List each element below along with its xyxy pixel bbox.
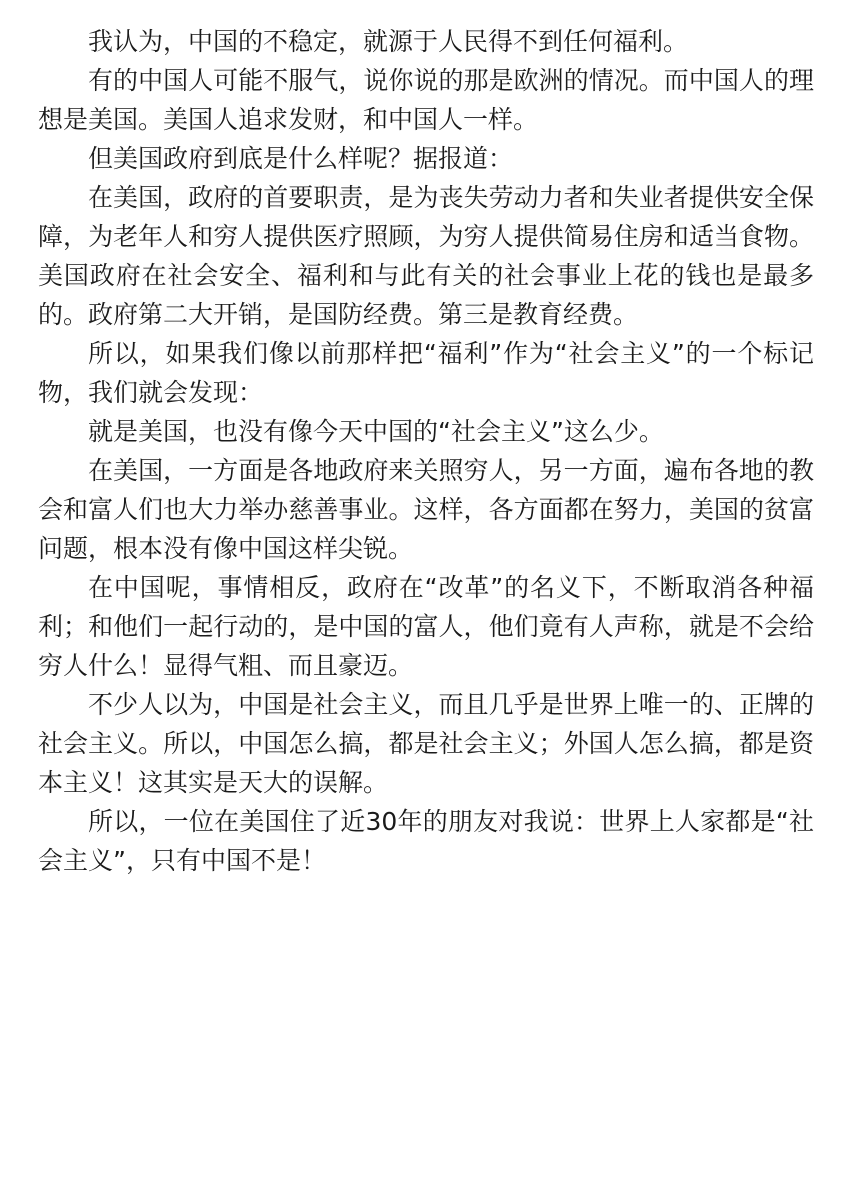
paragraph-7: 在美国，一方面是各地政府来关照穷人，另一方面，遍布各地的教会和富人们也大力举办慈善事业。这样，各方面都在努力，美国的贫富问题，根本没有像中国这样尖锐。 bbox=[38, 456, 814, 563]
article-body bbox=[38, 22, 814, 880]
paragraph-9: 不少人以为，中国是社会主义，而且几乎是世界上唯一的、正牌的社会主义。所以，中国怎么搞，都是社会主义；外国人怎么搞，都是资本主义！这其实是天大的误解。 bbox=[38, 690, 814, 797]
paragraph-2: 有的中国人可能不服气，说你说的那是欧洲的情况。而中国人的理想是美国。美国人追求发财，和中国人一样。 bbox=[38, 66, 814, 134]
paragraph-8: 在中国呢，事情相反，政府在“改革”的名义下，不断取消各种福利；和他们一起行动的，是中国的富人，他们竟有人声称，就是不会给穷人什么！显得气粗、而且豪迈。 bbox=[38, 573, 814, 680]
paragraph-6: 就是美国，也没有像今天中国的“社会主义”这么少。 bbox=[88, 417, 664, 446]
paragraph-10: 所以，一位在美国住了近30年的朋友对我说：世界上人家都是“社会主义”，只有中国不是！ bbox=[38, 807, 814, 875]
paragraph-4: 在美国，政府的首要职责，是为丧失劳动力者和失业者提供安全保障，为老年人和穷人提供医疗照顾，为穷人提供简易住房和适当食物。美国政府在社会安全、福利和与此有关的社会事业上花的钱也是最多的。政府第二大开销，是国防经费。第三是教育经费。 bbox=[38, 183, 814, 329]
paragraph-3: 但美国政府到底是什么样呢？据报道： bbox=[88, 144, 514, 173]
paragraph-1: 我认为，中国的不稳定，就源于人民得不到任何福利。 bbox=[88, 27, 689, 56]
paragraph-5: 所以，如果我们像以前那样把“福利”作为“社会主义”的一个标记物，我们就会发现： bbox=[38, 339, 814, 407]
